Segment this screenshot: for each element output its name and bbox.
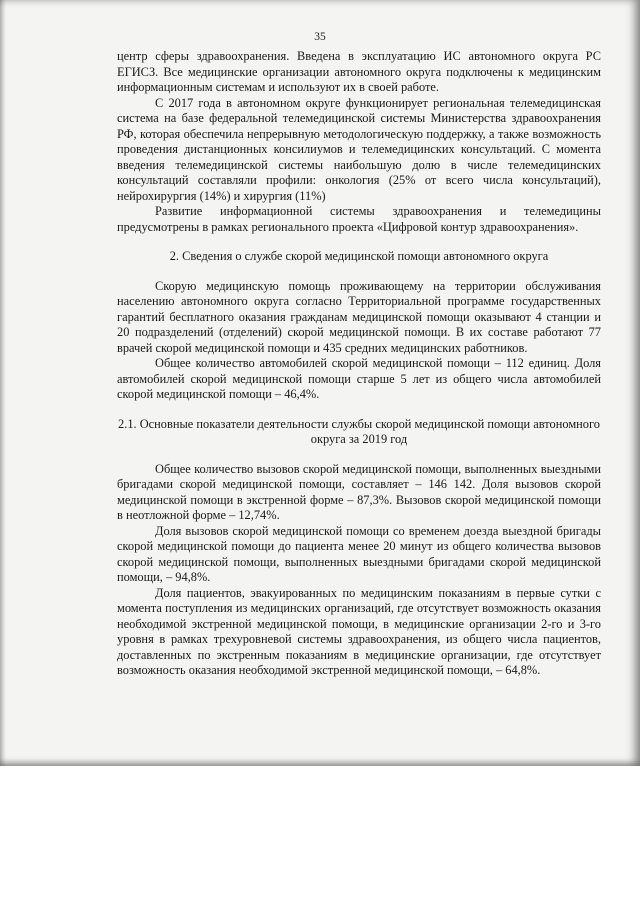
paragraph-total-calls: Общее количество вызовов скорой медицинской помощи, выполненных выездными бригадами скорой медицинской помощи, составляет – 146 142. Доля вызовов скорой медицинской помощи в экстренной форме – 87,3%. Вызовов скорой медицинской помощи в неотложной форме – 12,74%. — [117, 461, 601, 522]
paragraph-ambulance-stations: Скорую медицинскую помощь проживающему на территории обслуживания населению автономного округа согласно Территориальной программе государственных гарантий бесплатного оказания гражданам медицинской помощи оказывают 4 станции и 20 подразделений (отделений) скорой медицинской помощи. В их составе работают 77 врачей скорой медицинской помощи и 435 средних медицинских работников. — [117, 278, 601, 355]
paragraph-evacuated-patients: Доля пациентов, эвакуированных по медицинским показаниям в первые сутки с момента поступления из медицинских организаций, где отсутствует возможность оказания необходимой экстренной медицинской помощи, в медицинские организации 2-го и 3-го уровня в рамках трехуровневой системы здравоохранения, из общего числа пациентов, доставленных по экстренным показаниям в медицинские организации, где отсутствует возможность оказания необходимой экстренной медицинской помощи, – 64,8%. — [117, 585, 601, 677]
subsection-heading-indicators-2019: 2.1. Основные показатели деятельности службы скорой медицинской помощи автономного округа за 2019 год — [118, 416, 600, 446]
paragraph-digital-contour: Развитие информационной системы здравоохранения и телемедицины предусмотрены в рамках регионального проекта «Цифровой контур здравоохранения». — [117, 204, 601, 234]
paragraph-continuation: центр сферы здравоохранения. Введена в эксплуатацию ИС автономного округа РС ЕГИСЗ. Все медицинские организации автономного округа подключены к медицинским информационным системам и используют их в своей работе. — [117, 49, 601, 94]
page-edge-shadow — [0, 0, 6, 766]
document-body — [117, 49, 601, 679]
paragraph-arrival-time: Доля вызовов скорой медицинской помощи со временем доезда выездной бригады скорой медицинской помощи до пациента менее 20 минут из общего количества вызовов скорой медицинской помощи, выполненных выездными бригадами скорой медицинской помощи, – 94,8%. — [117, 523, 601, 584]
section-heading-ambulance-service: 2. Сведения о службе скорой медицинской помощи автономного округа — [169, 249, 549, 263]
paragraph-telemedicine-system: С 2017 года в автономном округе функционирует региональная телемедицинская система на базе федеральной телемедицинской системы Министерства здравоохранения РФ, которая обеспечила непрерывную методологическую поддержку, а также возможность проведения дистанционных консилиумов и телемедицинских консультаций. С момента введения телемедицинской системы наибольшую долю в числе телемедицинских консультаций составляли профили: онкология (25% от всего числа консультаций), нейрохирургия (14%) и хирургия (11%) — [117, 95, 601, 203]
page-number: 35 — [314, 31, 326, 43]
paragraph-ambulance-vehicles: Общее количество автомобилей скорой медицинской помощи – 112 единиц. Доля автомобилей скорой медицинской помощи старше 5 лет из общего числа автомобилей скорой медицинской помощи – 46,4%. — [117, 356, 601, 401]
